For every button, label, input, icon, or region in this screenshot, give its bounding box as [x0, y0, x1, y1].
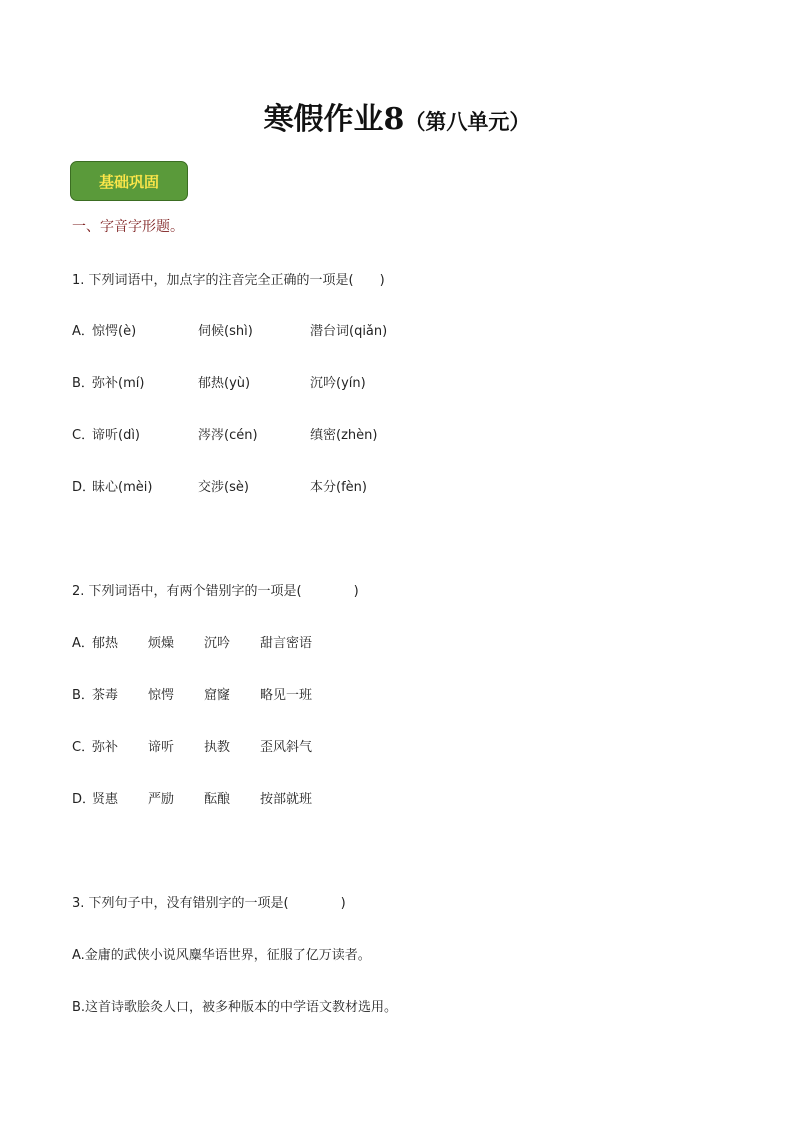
title-subtitle: （第八单元） [404, 109, 531, 134]
option-item: 郁热(yù) [198, 376, 251, 391]
option-label: B． [72, 376, 94, 391]
option-label: A． [72, 324, 94, 339]
option-item: 缜密(zhèn) [310, 428, 378, 443]
option-item: 涔涔(cén) [198, 428, 258, 443]
page-title [0, 94, 794, 138]
option-item: 烦燥 [148, 636, 175, 651]
option-item: 弥补(mí) [92, 376, 145, 391]
option-item: 郁热 [92, 636, 119, 651]
option-item: 惊愕 [148, 688, 175, 703]
option-item: 沉吟(yín) [310, 376, 366, 391]
option-item: 惊愕(è) [92, 324, 137, 339]
q3-option-b: B.这首诗歌脍灸人口，被多种版本的中学语文教材选用。 [72, 1000, 398, 1015]
option-item: 酝酿 [204, 792, 231, 807]
option-item: 交涉(sè) [198, 480, 249, 495]
option-item: 弥补 [92, 740, 119, 755]
section-heading: 一、字音字形题。 [72, 219, 184, 235]
option-item: 沉吟 [204, 636, 231, 651]
title-main: 寒假作业8 [263, 102, 405, 137]
option-item: 窟窿 [204, 688, 231, 703]
option-item: 谛听 [148, 740, 175, 755]
option-item: 伺候(shì) [198, 324, 253, 339]
option-item: 昧心(mèi) [92, 480, 153, 495]
option-label: A． [72, 636, 94, 651]
option-item: 歪风斜气 [260, 740, 313, 755]
q3-option-a: A.金庸的武侠小说风麋华语世界，征服了亿万读者。 [72, 948, 371, 963]
option-item: 执教 [204, 740, 231, 755]
option-label: C． [72, 428, 95, 443]
option-item: 本分(fèn) [310, 480, 367, 495]
option-label: D． [72, 792, 96, 807]
question-3-stem: 3. 下列句子中，没有错别字的一项是( ) [72, 896, 346, 911]
badge-label: 基础巩固 [98, 172, 159, 191]
question-1-stem: 1. 下列词语中，加点字的注音完全正确的一项是( ) [72, 273, 385, 288]
option-label: C． [72, 740, 95, 755]
option-item: 茶毒 [92, 688, 119, 703]
option-label: B． [72, 688, 94, 703]
option-label: D． [72, 480, 96, 495]
option-item: 谛听(dì) [92, 428, 141, 443]
option-item: 严励 [148, 792, 175, 807]
section-badge [70, 161, 188, 201]
option-item: 贤惠 [92, 792, 119, 807]
option-item: 略见一班 [260, 688, 313, 703]
option-item: 潜台词(qiǎn) [310, 324, 388, 339]
option-item: 甜言密语 [260, 636, 313, 651]
option-item: 按部就班 [260, 792, 313, 807]
question-2-stem: 2. 下列词语中，有两个错别字的一项是( ) [72, 584, 359, 599]
